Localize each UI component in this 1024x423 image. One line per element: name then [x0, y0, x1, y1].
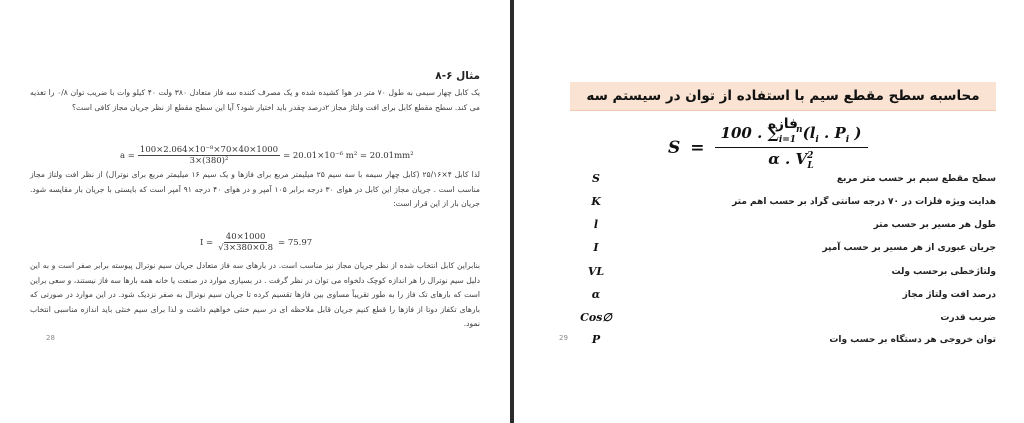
definition-text: طول هر مسیر بر حسب متر — [873, 220, 996, 230]
formula1-result: = 20.01×10⁻⁶ m² = 20.01mm² — [283, 150, 414, 161]
page-number-right: 29 — [559, 334, 568, 342]
main-formula — [668, 124, 868, 171]
definition-symbol: S — [592, 172, 600, 185]
formula1-fraction — [138, 145, 280, 166]
definition-text: درصد افت ولتاژ مجاز — [902, 290, 996, 300]
definition-row — [570, 170, 996, 190]
formula-fraction — [715, 124, 868, 171]
definition-symbol: α — [591, 288, 601, 301]
formula2-fraction — [216, 232, 275, 253]
example-title: مثال ۶-۸ — [435, 70, 480, 82]
definition-symbol: K — [591, 195, 601, 208]
formula2-numerator: 40×1000 — [225, 232, 266, 242]
definition-row — [570, 239, 996, 259]
definition-text: جریان عبوری از هر مسیر بر حسب آمپر — [822, 243, 996, 253]
definition-symbol: I — [593, 241, 599, 254]
definition-text: توان خروجی هر دستگاه بر حسب وات — [829, 335, 996, 345]
formula-equals: = — [690, 137, 705, 158]
paragraph-cable-selection: لذا کابل ۴×۲۵/۱۶ (کابل چهار سیمه با سه سیم ۲۵ میلیمتر مربع برای فازها و یک سیم ۱۶ میلیمتر مربع برای نوترال) از نظر افت ولتاژ مجاز مناسب است . جریان مجاز این کابل در هوای ۳۰ درجه برابر ۱۰۵ آمپر و در هوای ۴۰ درجه ۹۱ آمپر است که بایستی با جریان بار مقایسه شود. جریان بار از این قرار است: — [30, 170, 481, 209]
definition-row — [570, 193, 996, 213]
formula-cross-section — [120, 145, 414, 166]
formula1-denominator: 3×(380)² — [189, 156, 229, 166]
definition-row — [570, 286, 996, 306]
definition-text: ضریب قدرت — [940, 313, 996, 323]
definition-row — [570, 331, 996, 351]
definition-text: سطح مقطع سیم بر حسب متر مربع — [836, 174, 996, 184]
formula2-denominator: √3×380×0.8 — [218, 243, 273, 253]
definition-symbol: Cos∅ — [580, 311, 612, 324]
formula-numerator: 100 . $\sum_{i=1}^n(l_i$ . $P_i$ ) — [715, 124, 868, 148]
page-number-left: 28 — [46, 334, 55, 342]
definition-text: ولتاژخطی برحسب ولت — [891, 267, 996, 277]
definition-symbol: VL — [587, 265, 605, 278]
formula-denominator: α . $V^2_L$ — [768, 150, 814, 171]
definition-row — [570, 309, 996, 329]
definition-row — [570, 263, 996, 283]
definition-symbol: l — [593, 218, 599, 231]
paragraph-neutral: بنابراین کابل انتخاب شده از نظر جریان مجاز نیز مناسب است. در بارهای سه فاز متعادل جریان سیم نوترال پیوسته برابر صفر است و به این دلیل سیم نوترال را هر اندازه کوچک دلخواه می توان در نظر گرفت . در بسیاری موارد در صنعت یا خانه همه بارها سه فاز نیستند، و سعی براین است که بارهای تک فاز را به طور تقریباً مساوی بین فازها تقسیم کرده تا جریان سیم نوترال به صفر نزدیک شود. در این موارد در صورتی که بارهای تکفاز دوتا از فازها را قطع کنیم جریان قابل ملاحظه ای در سیم خنثی خواهیم داشت و لذا برای سیم خنثی باید اندازه مناسبی انتخاب نمود. — [30, 261, 480, 329]
formula1-numerator: 100×2.064×10⁻⁸×70×40×1000 — [139, 145, 279, 155]
formula-current — [200, 232, 312, 253]
formula-lhs: S — [668, 137, 681, 158]
paragraph-problem: یک کابل چهار سیمی به طول ۷۰ متر در هوا کشیده شده و یک مصرف کننده سه فاز متعادل ۳۸۰ ولت ۴۰ کیلو وات با ضریب توان ۰/۸ را تغذیه می کند. سطح مقطع کابل برای افت ولتاژ مجاز ۲درصد چقدر باید اختیار شود؟ آیا این سطح مقطع از نظر جریان مجاز کافی است؟ — [30, 88, 480, 112]
section-title: محاسبه سطح مقطع سیم با استفاده از توان در سیستم سه فازه — [570, 82, 996, 111]
definition-text: هدایت ویژه فلزات در ۷۰ درجه سانتی گراد بر حسب اهم متر — [732, 197, 996, 207]
formula1-lhs: a = — [120, 150, 135, 161]
formula2-result: = 75.97 — [278, 237, 313, 248]
definition-row — [570, 216, 996, 236]
formula2-lhs: I = — [200, 237, 214, 248]
definition-symbol: P — [591, 333, 601, 346]
